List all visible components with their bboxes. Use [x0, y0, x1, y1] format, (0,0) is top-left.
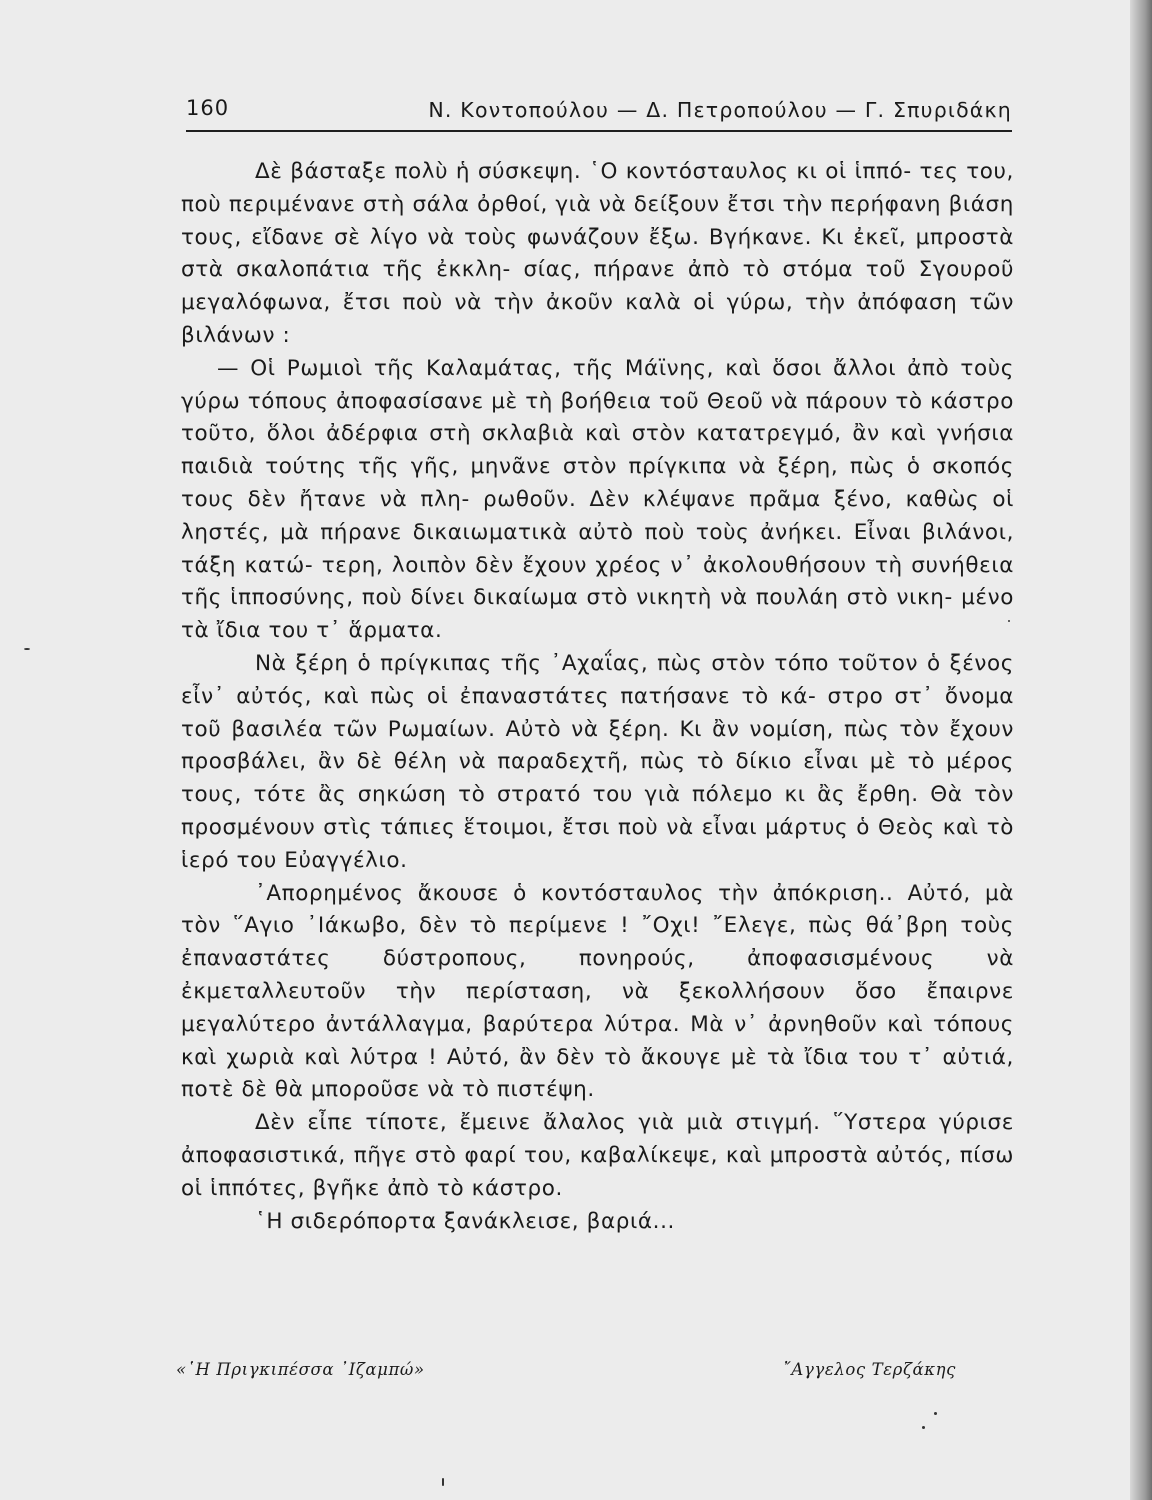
- source-citation: «῾Η Πριγκιπέσσα ᾽Ιζαμπώ»: [176, 1360, 425, 1379]
- paragraph: Δὲ βάσταξε πολὺ ἡ σύσκεψη. ῾Ο κοντόσταυλος κι οἱ ἱππό- τες του, ποὺ περιμένανε στὴ σάλα ὀρθοί, γιὰ νὰ δείξουν ἔτσι τὴν περήφανη βιάση τους, εἴδανε σὲ λίγο νὰ τοὺς φωνάζουν ἔξω. Βγήκανε. Κι ἐκεῖ, μπροστὰ στὰ σκαλοπάτια τῆς ἐκκλη- σίας, πήρανε ἀπὸ τὸ στόμα τοῦ Σγουροῦ μεγαλόφωνα, ἔτσι ποὺ νὰ τὴν ἀκοῦν καλὰ οἱ γύρω, τὴν ἀπόφαση τῶν βιλάνων :: [181, 159, 1014, 348]
- page-footer: [176, 1360, 956, 1394]
- paragraph: ῾Η σιδερόπορτα ξανάκλεισε, βαριά...: [255, 1208, 675, 1234]
- dust-speck: [1008, 620, 1010, 622]
- body-text: [181, 156, 1014, 1238]
- paragraph: — Οἱ Ρωμιοὶ τῆς Καλαμάτας, τῆς Μάϊνης, καὶ ὅσοι ἄλλοι ἀπὸ τοὺς γύρω τόπους ἀποφασίσανε μὲ τὴ βοήθεια τοῦ Θεοῦ νὰ πάρουν τὸ κάστρο τοῦτο, ὅλοι ἀδέρφια στὴ σκλαβιὰ καὶ στὸν κατατρεγμό, ἂν καὶ γνήσια παιδιὰ τούτης τῆς γῆς, μηνᾶνε στὸν πρίγκιπα νὰ ξέρη, πὼς ὁ σκοπός τους δὲν ἤτανε νὰ πλη- ρωθοῦν. Δὲν κλέψανε πρᾶμα ξένο, καθὼς οἱ ληστές, μὰ πήρανε δικαιωματικὰ αὐτὸ ποὺ τοὺς ἀνήκει. Εἶναι βιλάνοι, τάξη κατώ- τερη, λοιπὸν δὲν ἔχουν χρέος ν᾽ ἀκολουθήσουν τὴ συνήθεια τῆς ἱπποσύνης, ποὺ δίνει δικαίωμα στὸ νικητὴ νὰ πουλάη στὸ νικη- μένο τὰ ἴδια του τ᾽ ἅρματα.: [181, 355, 1014, 644]
- dust-speck: [24, 648, 30, 650]
- paragraph: Νὰ ξέρη ὁ πρίγκιπας τῆς ᾽Αχαΐας, πὼς στὸν τόπο τοῦτον ὁ ξένος εἶν᾽ αὐτός, καὶ πὼς οἱ ἐπαναστάτες πατήσανε τὸ κά- στρο στ᾽ ὄνομα τοῦ βασιλέα τῶν Ρωμαίων. Αὐτὸ νὰ ξέρη. Κι ἂν νομίση, πὼς τὸν ἔχουν προσβάλει, ἂν δὲ θέλη νὰ παραδεχτῆ, πὼς τὸ δίκιο εἶναι μὲ τὸ μέρος τους, τότε ἂς σηκώση τὸ στρατό του γιὰ πόλεμο κι ἂς ἔρθη. Θὰ τὸν προσμένουν στὶς τάπιες ἕτοιμοι, ἔτσι ποὺ νὰ εἶναι μάρτυς ὁ Θεὸς καὶ τὸ ἱερό του Εὐαγγέλιο.: [181, 650, 1014, 873]
- dust-speck: [442, 1478, 444, 1486]
- paragraph: ᾽Απορημένος ἄκουσε ὁ κοντόσταυλος τὴν ἀπόκριση.. Αὐτό, μὰ τὸν ῞Αγιο ᾽Ιάκωβο, δὲν τὸ περίμενε ! ῎Οχι! ῎Ελεγε, πὼς θά᾽βρη τοὺς ἐπαναστάτες δύστροπους, πονηρούς, ἀποφασισμένους νὰ ἐκμεταλλευτοῦν τὴν περίσταση, νὰ ξεκολλήσουν ὅσο ἔπαιρνε μεγαλύτερο ἀντάλλαγμα, βαρύτερα λύτρα. Μὰ ν᾽ ἀρνηθοῦν καὶ τόπους καὶ χωριὰ καὶ λύτρα ! Αὐτό, ἂν δὲν τὸ ἄκουγε μὲ τὰ ἴδια του τ᾽ αὐτιά, ποτὲ δὲ θὰ μποροῦσε νὰ τὸ πιστέψη.: [181, 880, 1014, 1103]
- dust-speck: [934, 1412, 937, 1415]
- page-header: [186, 96, 1012, 132]
- page-edge-shadow: [1130, 0, 1152, 1500]
- page-number: 160: [186, 96, 230, 120]
- author-name: ῎Αγγελος Τερζάκης: [782, 1360, 956, 1379]
- paragraph: Δὲν εἶπε τίποτε, ἔμεινε ἄλαλος γιὰ μιὰ στιγμή. ῞Υστερα γύρισε ἀποφασιστικά, πῆγε στὸ φαρί του, καβαλίκεψε, καὶ μπροστὰ αὐτός, πίσω οἱ ἱππότες, βγῆκε ἀπὸ τὸ κάστρο.: [181, 1110, 1014, 1201]
- running-head: Ν. Κοντοπούλου — Δ. Πετροπούλου — Γ. Σπυριδάκη: [428, 98, 1012, 122]
- dust-speck: [922, 1426, 925, 1429]
